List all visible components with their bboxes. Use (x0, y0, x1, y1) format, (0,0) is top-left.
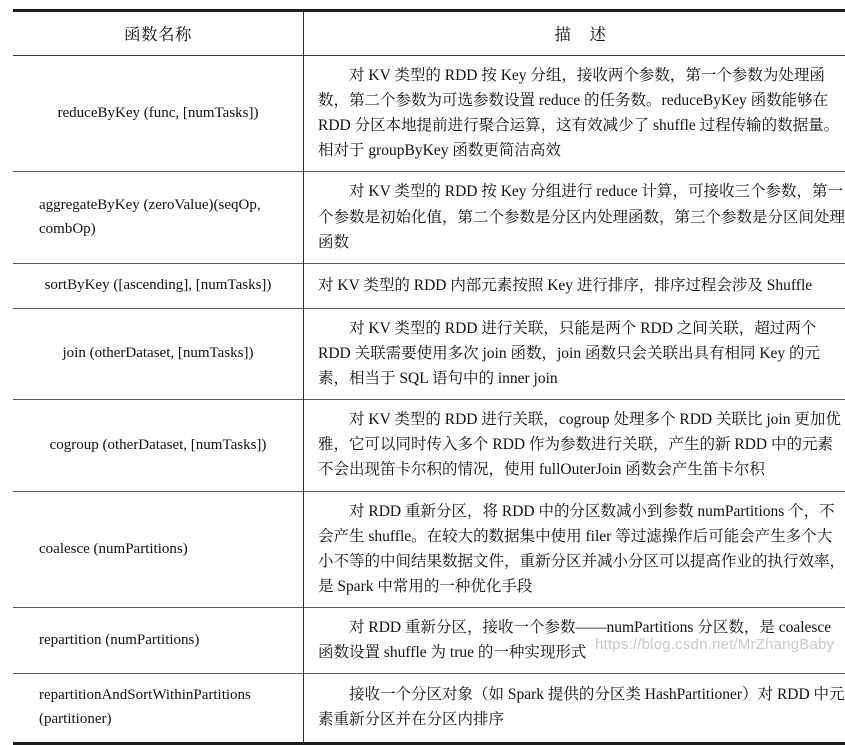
column-header-description-char1: 描 (555, 25, 572, 44)
cell-description: 对 KV 类型的 RDD 按 Key 分组，接收两个参数，第一个参数为处理函数，第二个参数为可选参数设置 reduce 的任务数。reduceByKey 函数能够在 RDD 分区本地提前进行聚合运算，这有效减少了 shuffle 过程传输的数据量。相对于 groupByKey 函数更简洁高效 (304, 56, 845, 172)
cell-function-name: sortByKey ([ascending], [numTasks]) (13, 263, 304, 308)
table-row (13, 56, 845, 172)
cell-function-name: cogroup (otherDataset, [numTasks]) (13, 400, 304, 491)
watermark-text: https://blog.csdn.net/MrZhangBaby (595, 636, 834, 653)
table-row (13, 674, 845, 744)
cell-description: 对 RDD 重新分区，接收一个参数——numPartitions 分区数，是 coalesce 函数设置 shuffle 为 true 的一种实现形式 (304, 607, 845, 673)
table-container (13, 9, 832, 745)
cell-function-name: join (otherDataset, [numTasks]) (13, 308, 304, 399)
cell-function-name: repartitionAndSortWithinPartitions (partitioner) (13, 674, 304, 744)
cell-description: 对 KV 类型的 RDD 进行关联，只能是两个 RDD 之间关联，超过两个 RDD 关联需要使用多次 join 函数，join 函数只会关联出具有相同 Key 的元素，相当于 SQL 语句中的 inner join (304, 308, 845, 399)
cell-function-name: coalesce (numPartitions) (13, 491, 304, 607)
column-header-description-char2: 述 (590, 25, 607, 44)
rdd-functions-table (13, 9, 845, 745)
cell-description: 对 KV 类型的 RDD 按 Key 分组进行 reduce 计算，可接收三个参数，第一个参数是初始化值，第二个参数是分区内处理函数，第三个参数是分区间处理函数 (304, 172, 845, 263)
column-header-function-name: 函数名称 (13, 11, 304, 56)
column-header-description (304, 11, 845, 56)
cell-description: 对 KV 类型的 RDD 进行关联，cogroup 处理多个 RDD 关联比 join 更加优雅，它可以同时传入多个 RDD 作为参数进行关联，产生的新 RDD 中的元素不会出现笛卡尔积的情况，使用 fullOuterJoin 函数会产生笛卡尔积 (304, 400, 845, 491)
table-row (13, 607, 845, 673)
table-row (13, 263, 845, 308)
table-header (13, 11, 845, 56)
cell-description: 对 RDD 重新分区，将 RDD 中的分区数减小到参数 numPartitions 个，不会产生 shuffle。在较大的数据集中使用 filer 等过滤操作后可能会产生多个大小不等的中间结果数据文件，重新分区并减小分区可以提高作业的执行效率，是 Spark 中常用的一种优化手段 (304, 491, 845, 607)
cell-description: 对 KV 类型的 RDD 内部元素按照 Key 进行排序，排序过程会涉及 Shuffle (304, 263, 845, 308)
table-row (13, 491, 845, 607)
cell-function-name: repartition (numPartitions) (13, 607, 304, 673)
table-body (13, 56, 845, 744)
table-row (13, 400, 845, 491)
table-header-row (13, 11, 845, 56)
cell-description: 接收一个分区对象（如 Spark 提供的分区类 HashPartitioner）对 RDD 中元素重新分区并在分区内排序 (304, 674, 845, 744)
cell-function-name: reduceByKey (func, [numTasks]) (13, 56, 304, 172)
table-row (13, 172, 845, 263)
cell-function-name: aggregateByKey (zeroValue)(seqOp, combOp) (13, 172, 304, 263)
table-row (13, 308, 845, 399)
